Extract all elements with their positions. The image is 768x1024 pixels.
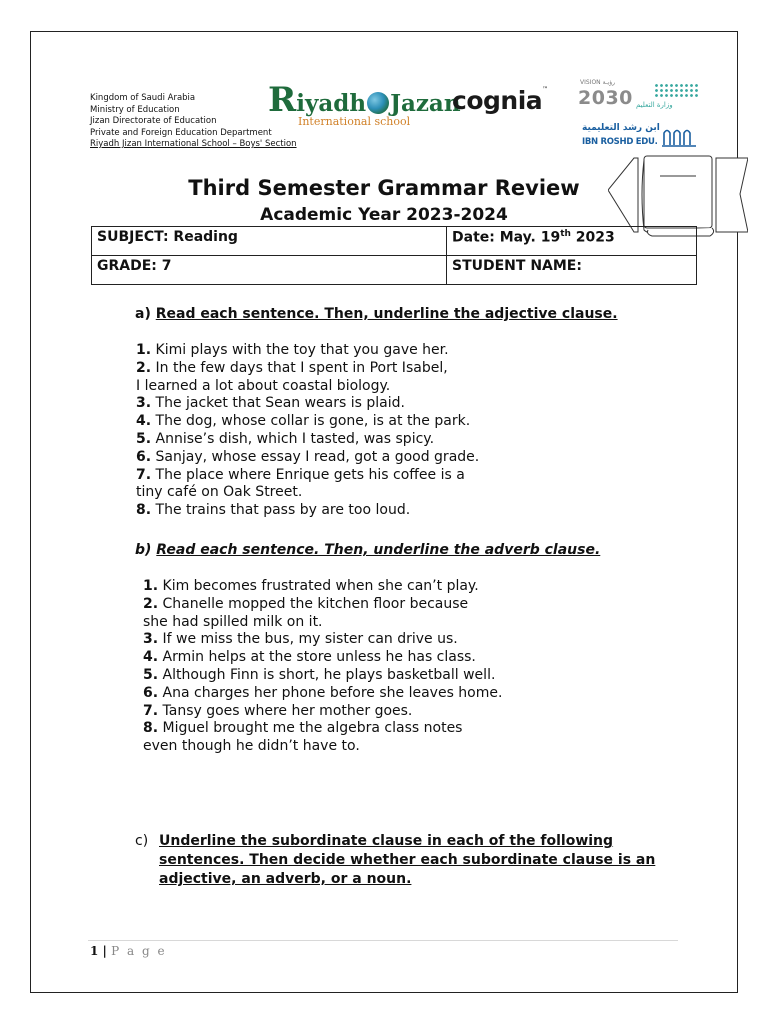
ibn-roshd-logo: ابن رشد التعليمية IBN ROSHD EDU.: [580, 123, 700, 157]
student-name-cell: STUDENT NAME:: [447, 256, 697, 285]
cognia-logo: cognia™: [452, 86, 548, 115]
section-a-list: [136, 342, 479, 520]
list-item: 8. Miguel brought me the algebra class notes: [143, 720, 463, 737]
page-footer: 1 | P a g e: [90, 944, 167, 958]
page-word: P a g e: [111, 944, 167, 958]
footer-divider: [88, 940, 678, 941]
list-item: 2. In the few days that I spent in Port Isabel,: [136, 359, 448, 376]
list-item: 2. Chanelle mopped the kitchen floor because: [143, 595, 469, 612]
logo-word: iyadh: [296, 90, 367, 117]
section-c-heading: c) Underline the subordinate clause in each of the following sentences. Then decide whether each subordinate clause is an adjective, an adverb, or a noun.: [135, 833, 656, 887]
list-item: she had spilled milk on it.: [143, 613, 323, 630]
globe-icon: [367, 92, 389, 114]
list-item: I learned a lot about coastal biology.: [136, 377, 391, 394]
list-item: tiny café on Oak Street.: [136, 484, 303, 501]
list-item: 1. Kim becomes frustrated when she can’t play.: [143, 578, 479, 594]
list-item: 6. Sanjay, whose essay I read, got a good grade.: [136, 448, 480, 465]
logo-word: Jazan: [390, 90, 461, 117]
section-a-heading: a) Read each sentence. Then, underline the adjective clause.: [135, 306, 618, 322]
list-item: 3. If we miss the bus, my sister can drive us.: [143, 631, 458, 648]
school-logo: [268, 80, 461, 132]
vision-2030-logo: VISION رؤيـة 2030 وزارة التعليم: [578, 79, 698, 119]
list-item: 3. The jacket that Sean wears is plaid.: [136, 395, 405, 412]
section-b-list: [143, 578, 502, 756]
org-address-block: [90, 93, 297, 151]
org-line: Kingdom of Saudi Arabia: [90, 93, 196, 103]
ministry-dots-icon: [654, 83, 698, 97]
org-line: Ministry of Education: [90, 104, 180, 115]
list-item: 4. Armin helps at the store unless he has class.: [143, 649, 476, 666]
section-b-heading: b) Read each sentence. Then, underline the adverb clause.: [135, 542, 601, 558]
page-number: 1: [90, 944, 99, 958]
list-item: 4. The dog, whose collar is gone, is at the park.: [136, 413, 471, 430]
list-item: 5. Annise’s dish, which I tasted, was spicy.: [136, 430, 435, 447]
list-item: even though he didn’t have to.: [143, 738, 360, 755]
list-item: 5. Although Finn is short, he plays basketball well.: [143, 666, 496, 683]
list-item: 6. Ana charges her phone before she leaves home.: [143, 684, 503, 701]
list-item: 8. The trains that pass by are too loud.: [136, 502, 411, 519]
date-cell: Date: May. 19th 2023: [447, 227, 697, 256]
list-item: 7. The place where Enrique gets his coffee is a: [136, 466, 465, 483]
org-line: Jizan Directorate of Education: [90, 116, 217, 126]
logo-letter: R: [268, 80, 297, 120]
building-icon: [662, 125, 696, 147]
info-table: [91, 226, 697, 285]
subject-cell: SUBJECT: Reading: [92, 227, 447, 256]
list-item: 1. Kimi plays with the toy that you gave her.: [136, 342, 449, 358]
table-row: [92, 256, 697, 285]
list-item: 7. Tansy goes where her mother goes.: [143, 702, 413, 719]
logo-subtitle: International school: [298, 115, 411, 128]
table-row: [92, 227, 697, 256]
org-line: Private and Foreign Education Department: [90, 127, 272, 138]
page-subtitle: Academic Year 2023-2024: [260, 205, 508, 225]
org-line: Riyadh Jizan International School – Boys' Section: [90, 139, 297, 149]
page-title: Third Semester Grammar Review: [188, 176, 580, 200]
grade-cell: GRADE: 7: [92, 256, 447, 285]
